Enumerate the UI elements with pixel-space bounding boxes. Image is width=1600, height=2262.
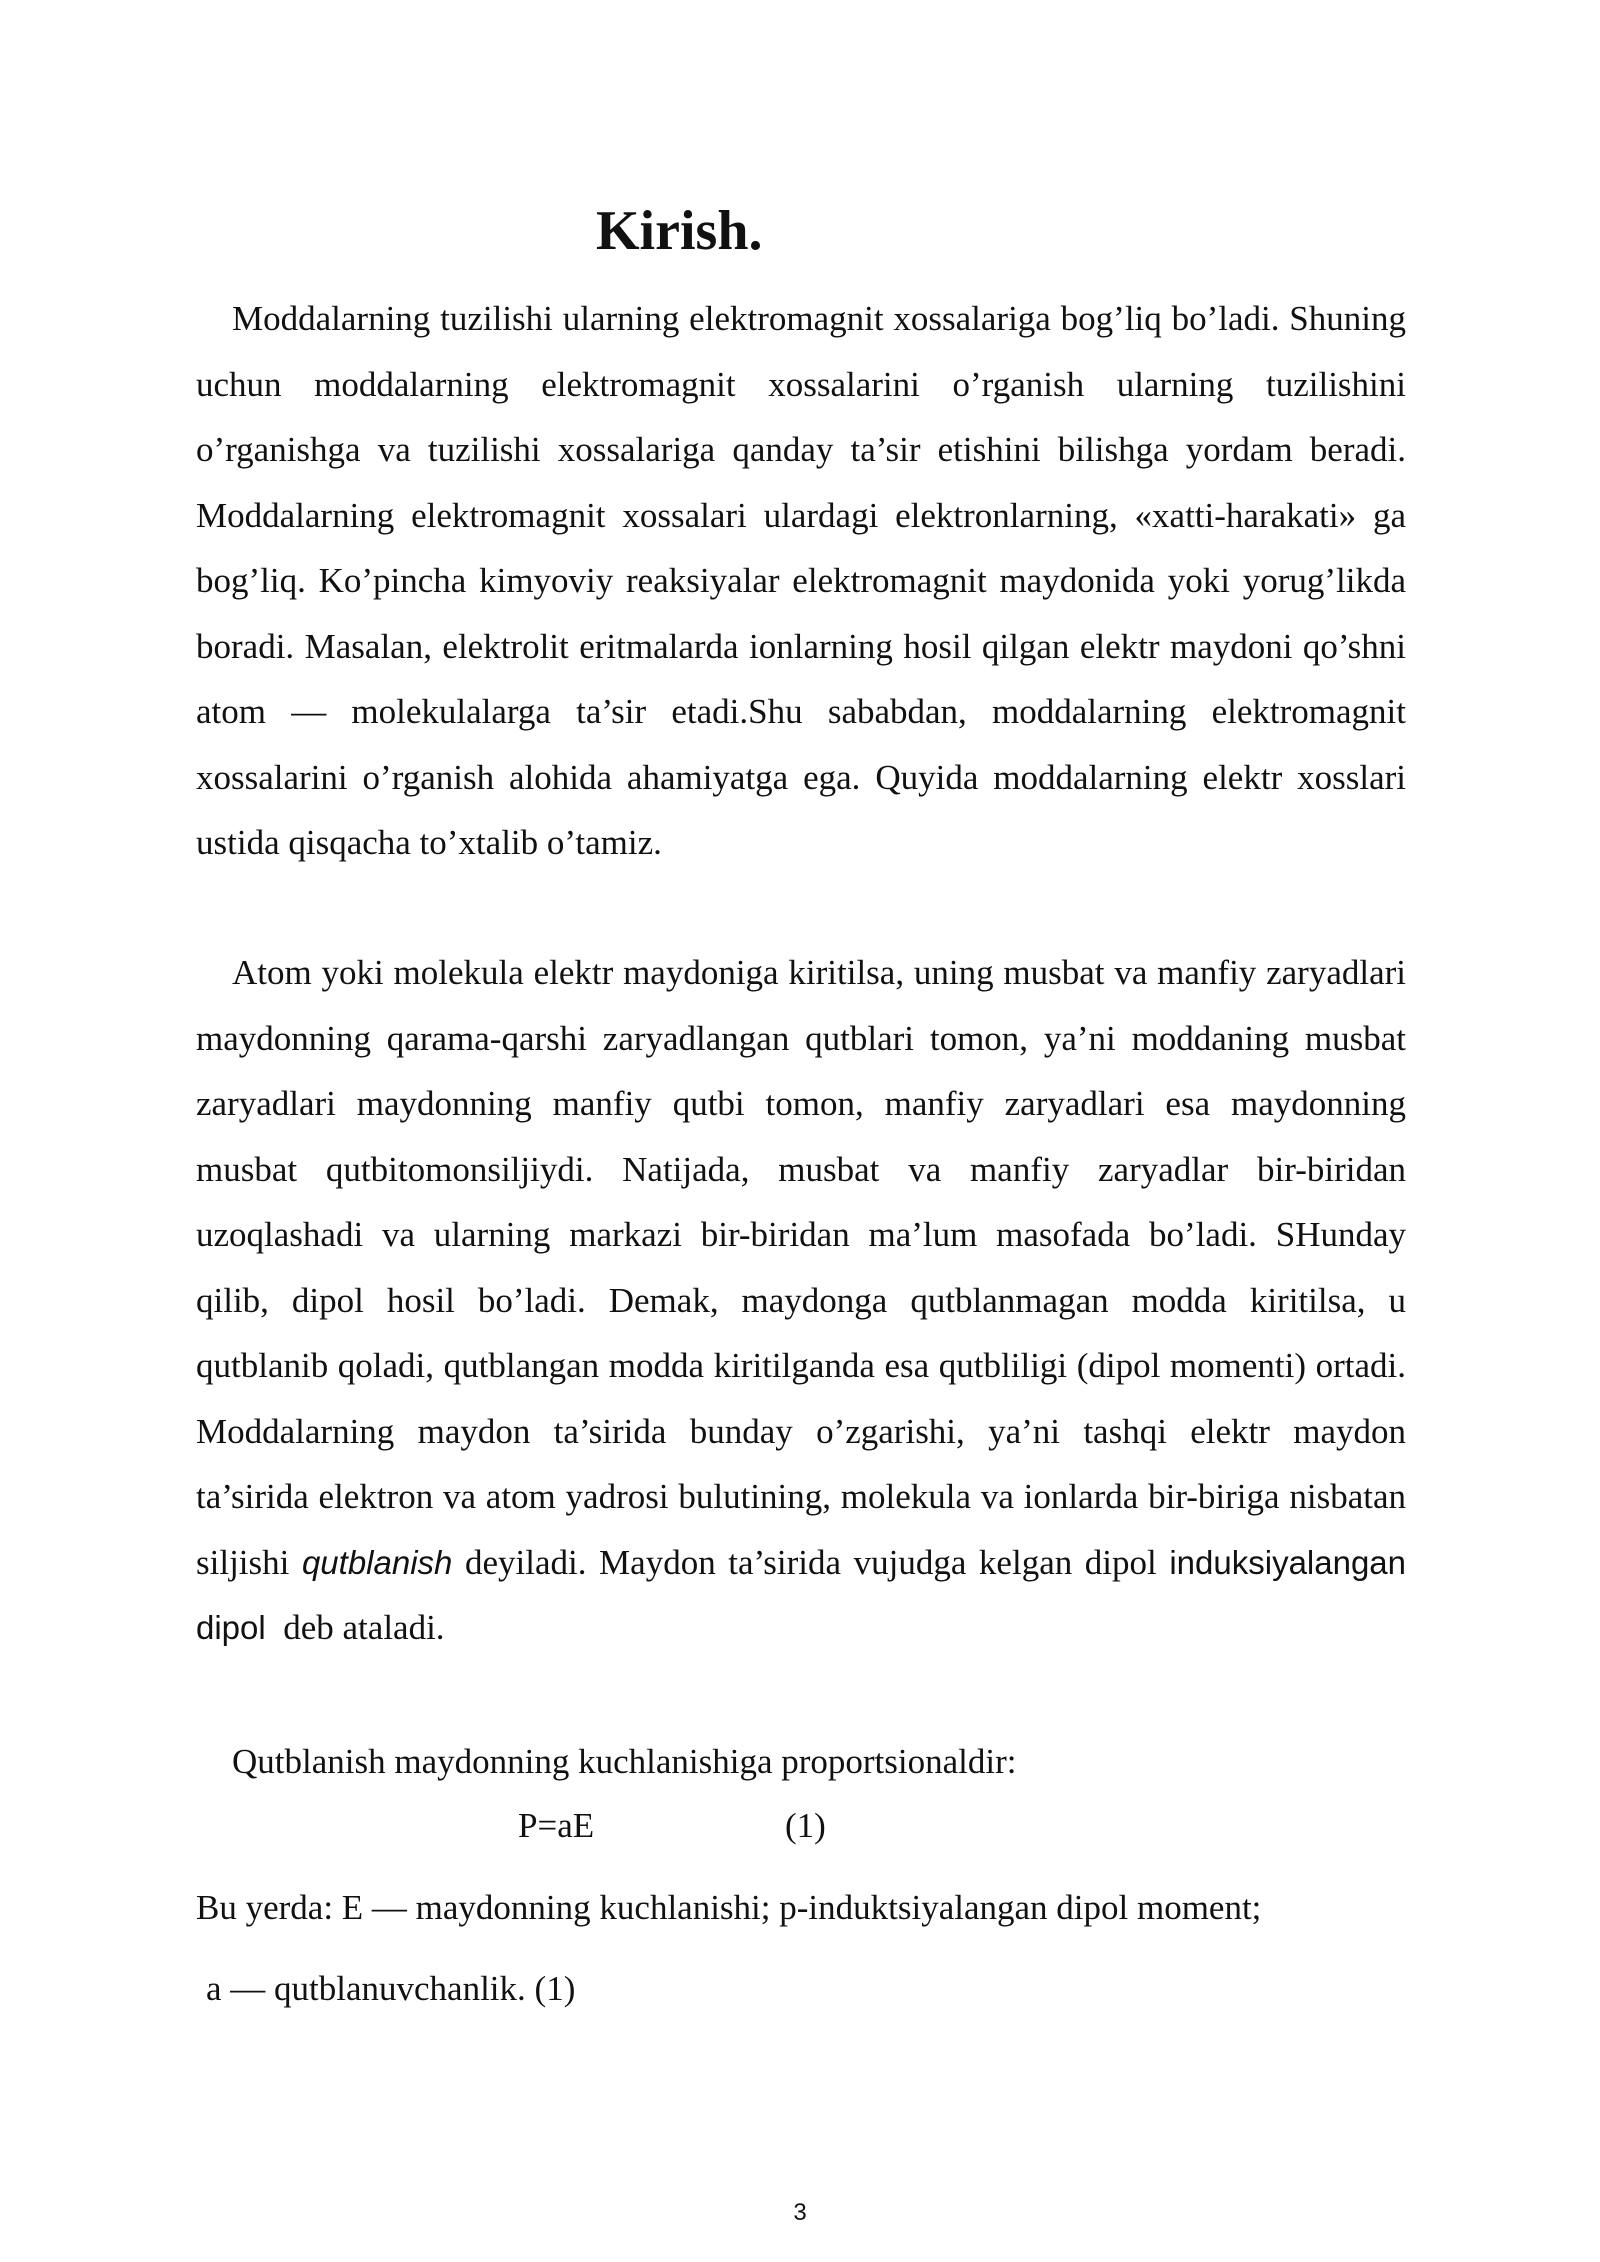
paragraph-polarization-text-middle: deyiladi. Maydon ta’sirida vujudga kelgan dipol [464,1542,1157,1582]
formula: P=aE [518,1806,595,1845]
page-title: Kirish. [596,200,763,262]
formula-number: (1) [785,1806,826,1845]
page-number: 3 [793,2199,807,2226]
paragraph-polarization-text-end: deb ataladi. [283,1608,445,1647]
paragraph-polarization [196,940,1406,1661]
formula-explanation: Bu yerda: E — maydonning kuchlanishi; p-induktsiyalangan dipol moment; [196,1888,1262,1927]
term-induced-dipole: induksiyalangan dipol [196,1543,1407,1646]
term-qutblanish: qutblanish [301,1543,453,1581]
polarizability-definition: a — qutblanuvchanlik. (1) [206,1969,576,2008]
proportionality-statement: Qutblanish maydonning kuchlanishiga proportsionaldir: [232,1742,1017,1781]
paragraph-introduction: Moddalarning tuzilishi ularning elektromagnit xossalariga bog’liq bo’ladi. Shuning uchun moddalarning elektromagnit xossalarini o’rganish ularning tuzilishini o’rganishga va tuzilishi xossalariga qanday ta’sir etishini bilishga yordam beradi. Moddalarning elektromagnit xossalari ulardagi elektronlarning, «xatti-harakati» ga bog’liq. Ko’pincha kimyoviy reaksiyalar elektromagnit maydonida yoki yorug’likda boradi. Masalan, elektrolit eritmalarda ionlarning hosil qilgan elektr maydoni qo’shni atom — molekulalarga ta’sir etadi.Shu sababdan, moddalarning elektromagnit xossalarini o’rganish alohida ahamiyatga ega. Quyida moddalarning elektr xosslari ustida qisqacha to’xtalib o’tamiz. [196,299,1406,862]
paragraph-polarization-text-start: Atom yoki molekula elektr maydoniga kiritilsa, uning musbat va manfiy zaryadlari maydonning qarama-qarshi zaryadlangan qutblari tomon, ya’ni moddaning musbat zaryadlari maydonning manfiy qutbi tomon, manfiy zaryadlari esa maydonning musbat qutbitomonsiljiydi. Natijada, musbat va manfiy zaryadlar bir-biridan uzoqlashadi va ularning markazi bir-biridan ma’lum masofada bo’ladi. SHunday qilib, dipol hosil bo’ladi. Demak, maydonga qutblanmagan modda kiritilsa, u qutblanib qoladi, qutblangan modda kiritilganda esa qutbliligi (dipol momenti) ortadi. Moddalarning maydon ta’sirida bunday o’zgarishi, ya’ni tashqi elektr maydon ta’sirida elektron va atom yadrosi bulutining, molekula va ionlarda bir-biriga nisbatan siljishi [196,953,1406,1582]
